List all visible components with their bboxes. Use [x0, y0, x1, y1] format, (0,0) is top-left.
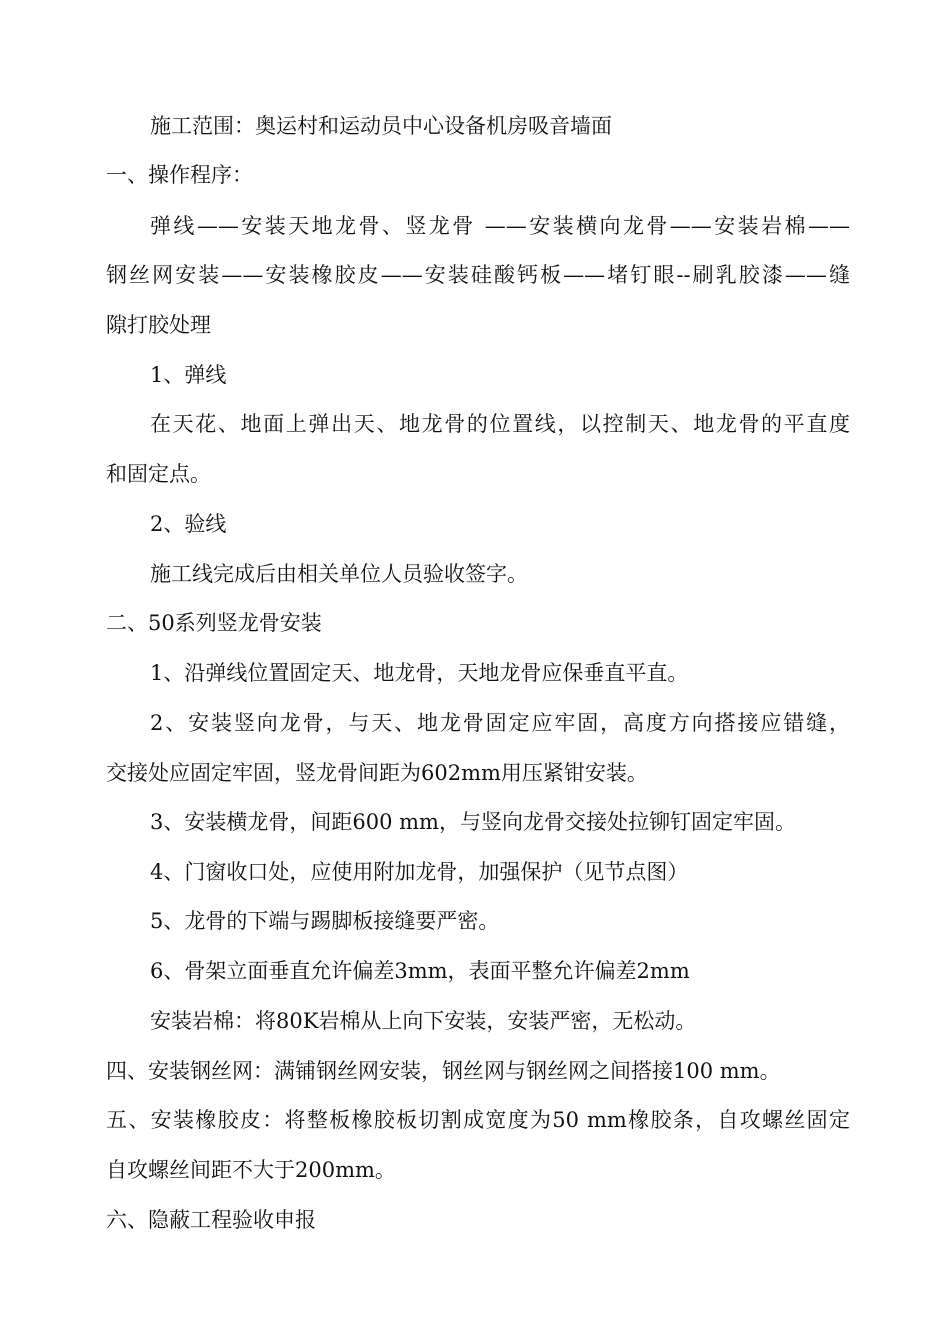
section-2-item-2-line-1: 2、安装竖向龙骨，与天、地龙骨固定应牢固，高度方向搭接应错缝，	[150, 711, 850, 735]
section-5-line-2: 自攻螺丝间距不大于200mm。	[106, 1158, 396, 1182]
section-2-item-1: 1、沿弹线位置固定天、地龙骨，天地龙骨应保垂直平直。	[150, 661, 689, 685]
item-1-text-line-2: 和固定点。	[106, 462, 211, 486]
item-2-heading: 2、验线	[150, 512, 227, 536]
section-2-heading: 二、50系列竖龙骨安装	[106, 611, 322, 635]
procedure-line-3: 隙打胶处理	[106, 313, 211, 337]
section-1-heading: 一、操作程序：	[106, 163, 253, 187]
section-2-item-4: 4、门窗收口处，应使用附加龙骨，加强保护（见节点图）	[150, 860, 689, 884]
rockwool-installation: 安装岩棉：将80K岩棉从上向下安装，安装严密，无松动。	[150, 1009, 697, 1033]
section-4-text: 四、安装钢丝网：满铺钢丝网安装，钢丝网与钢丝网之间搭接100 mm。	[106, 1059, 781, 1083]
section-6-heading: 六、隐蔽工程验收申报	[106, 1208, 316, 1232]
procedure-line-1: 弹线——安装天地龙骨、竖龙骨 ——安装横向龙骨——安装岩棉——	[150, 214, 850, 238]
item-2-text: 施工线完成后由相关单位人员验收签字。	[150, 562, 528, 586]
section-2-item-3: 3、安装横龙骨，间距600 mm，与竖向龙骨交接处拉铆钉固定牢固。	[150, 810, 796, 834]
item-1-text-line-1: 在天花、地面上弹出天、地龙骨的位置线，以控制天、地龙骨的平直度	[150, 412, 850, 436]
section-2-item-6: 6、骨架立面垂直允许偏差3mm，表面平整允许偏差2mm	[150, 959, 690, 983]
section-2-item-5: 5、龙骨的下端与踢脚板接缝要严密。	[150, 909, 500, 933]
section-2-item-2-line-2: 交接处应固定牢固，竖龙骨间距为602mm用压紧钳安装。	[106, 761, 648, 785]
procedure-line-2: 钢丝网安装——安装橡胶皮——安装硅酸钙板——堵钉眼--刷乳胶漆——缝	[106, 263, 850, 287]
section-5-line-1: 五、安装橡胶皮：将整板橡胶板切割成宽度为50 mm橡胶条，自攻螺丝固定	[106, 1108, 850, 1132]
item-1-heading: 1、弹线	[150, 363, 227, 387]
construction-scope: 施工范围：奥运村和运动员中心设备机房吸音墙面	[150, 114, 612, 138]
